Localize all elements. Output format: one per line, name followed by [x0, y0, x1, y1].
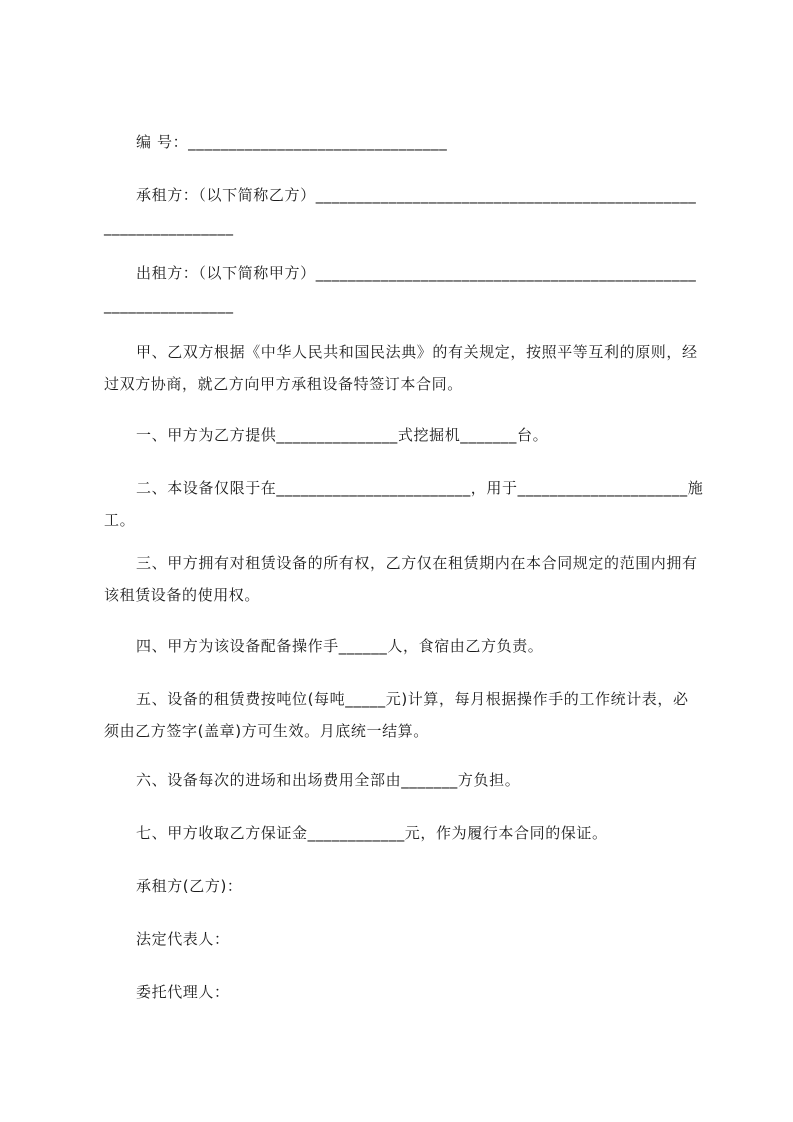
clause-7: 七、甲方收取乙方保证金____________元，作为履行本合同的保证。	[136, 824, 608, 842]
clause-6: 六、设备每次的进场和出场费用全部由_______方负担。	[136, 771, 521, 789]
preamble-paragraph: 甲、乙双方根据《中华人民共和国民法典》的有关规定，按照平等互利的原则，经过双方协商，就乙方向甲方承租设备特签订本合同。	[104, 343, 698, 393]
lessor-line: 出租方：（以下简称甲方）_______________________________________________________________	[104, 264, 697, 314]
authorized-agent-label: 委托代理人：	[136, 983, 230, 1001]
clause-3: 三、甲方拥有对租赁设备的所有权，乙方仅在租赁期内在本合同规定的范围内拥有该租赁设备的使用权。	[104, 554, 698, 604]
legal-representative-label: 法定代表人：	[136, 930, 230, 948]
clause-4: 四、甲方为该设备配备操作手______人，食宿由乙方负责。	[136, 637, 544, 655]
clause-5: 五、设备的租赁费按吨位(每吨_____元)计算，每月根据操作手的工作统计表，必须由乙方签字(盖章)方可生效。月底统一结算。	[104, 690, 689, 740]
lessee-signature-label: 承租方(乙方)：	[136, 877, 243, 895]
clause-1: 一、甲方为乙方提供_______________式挖掘机_______台。	[136, 426, 549, 444]
lessee-line: 承租方：（以下简称乙方）_______________________________________________________________	[104, 186, 697, 236]
clause-2: 二、本设备仅限于在________________________，用于_____________________施工。	[104, 479, 704, 529]
contract-number-line: 编 号：________________________________	[136, 133, 448, 151]
